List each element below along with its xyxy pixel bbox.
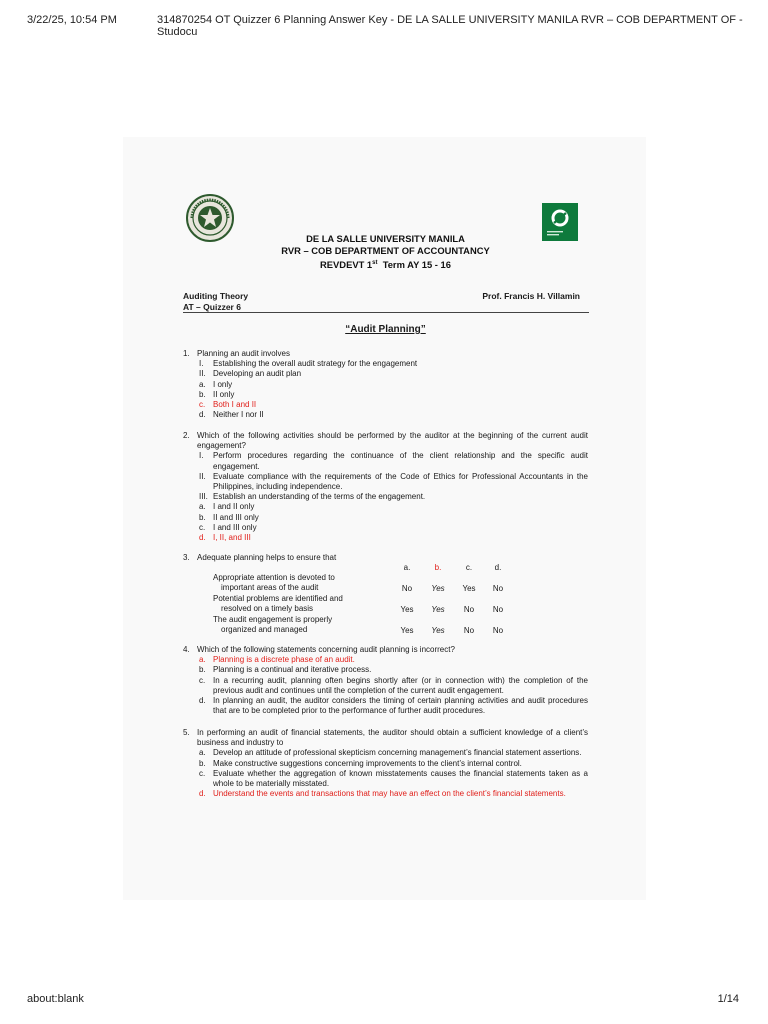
answer-option: b. Make constructive suggestions concerning improvements to the client’s internal control. <box>199 758 522 768</box>
question-stem: Adequate planning helps to ensure that <box>197 553 337 562</box>
question-5: 5. In performing an audit of financial statements, the auditor should obtain a sufficient knowledge of a client’s business and industry to a. Develop an attitude of professional skepticism concerning management’s financial statement assertions. b. Make constructive suggestions concerning improvements to the client’s internal control. c. Evaluate whether the aggregation of known misstatements causes the financial statements taken as a whole to be materially misstated. d. Understand the events and transactions that may have an effect on the client’s financial statements. <box>183 728 588 799</box>
course-info <box>183 291 248 312</box>
correct-answer-option: d. Understand the events and transactions that may have an effect on the client’s financial statements. <box>199 789 566 799</box>
statement-item: II. Developing an audit plan <box>199 369 302 379</box>
matrix-header: a. b. c. d. <box>403 563 502 572</box>
document-header <box>183 233 588 271</box>
question-stem: Planning an audit involves <box>197 349 290 358</box>
answer-option: c. In a recurring audit, planning often begins shortly after (or in connection with) the completion of the previous audit and continues until the completion of the current audit engagement. <box>199 675 588 695</box>
header-divider <box>183 312 589 313</box>
answer-option: b. Planning is a continual and iterative process. <box>199 665 372 675</box>
question-1: 1. Planning an audit involves I. Establishing the overall audit strategy for the engagement II. Developing an audit plan a. I only b. II only c. Both I and II d. Neither I nor II <box>183 349 588 420</box>
statement-item: II. Evaluate compliance with the requirements of the Code of Ethics for Professional Accountants in the Philippines, including independence. <box>199 471 588 492</box>
question-stem: Which of the following statements concerning audit planning is incorrect? <box>197 645 455 654</box>
answer-option: b. II only <box>199 389 235 399</box>
answer-option: d. Neither I nor II <box>199 410 264 420</box>
university-name: DE LA SALLE UNIVERSITY MANILA <box>306 233 465 244</box>
answer-option: d. In planning an audit, the auditor considers the timing of certain planning activities and audit procedures that are to be completed prior to the performance of further audit procedures. <box>199 696 588 716</box>
answer-matrix <box>213 563 588 636</box>
term-line: REVDEVT 1st Term AY 15 - 16 <box>320 259 451 271</box>
question-stem: In performing an audit of financial statements, the auditor should obtain a sufficient knowledge of a client’s business and industry to <box>197 728 588 748</box>
print-timestamp: 3/22/25, 10:54 PM <box>27 14 117 26</box>
page-counter: 1/14 <box>717 993 739 1005</box>
question-2: 2. Which of the following activities should be performed by the auditor at the beginning of the current audit engagement? I. Perform procedures regarding the continuance of the client relationship and the specific audit engagement. II. Evaluate compliance with the requirements of the Code of Ethics for Professional Accountants in the Philippines, including independence. III. Establish an understanding of the terms of the engagement. a. I and II only b. II and III only c. I and III only d. I, II, and III <box>183 431 588 543</box>
quiz-name: AT – Quizzer 6 <box>183 301 241 312</box>
answer-option: c. I and III only <box>199 522 257 532</box>
statement-item: I. Establishing the overall audit strategy for the engagement <box>199 359 418 369</box>
question-stem: Which of the following activities should be performed by the auditor at the beginning of the current audit engagement? <box>197 431 588 451</box>
quiz-title: “Audit Planning” <box>345 324 426 335</box>
print-page-title: 314870254 OT Quizzer 6 Planning Answer Key - DE LA SALLE UNIVERSITY MANILA RVR – COB DEPARTMENT OF - Studocu <box>157 14 743 38</box>
correct-answer-option: d. I, II, and III <box>199 533 251 543</box>
department-name: RVR – COB DEPARTMENT OF ACCOUNTANCY <box>281 245 490 256</box>
matrix-row: The audit engagement is properly organized and managed Yes Yes No No <box>213 615 504 635</box>
answer-option: c. Evaluate whether the aggregation of known misstatements causes the financial statements taken as a whole to be materially misstated. <box>199 768 588 789</box>
statement-item: III. Establish an understanding of the terms of the engagement. <box>199 492 426 502</box>
document-sheet <box>123 137 646 900</box>
answer-option: a. Develop an attitude of professional skepticism concerning management’s financial statement assertions. <box>199 748 582 758</box>
correct-answer-option: a. Planning is a discrete phase of an audit. <box>199 655 355 665</box>
question-4: 4. Which of the following statements concerning audit planning is incorrect? a. Planning is a discrete phase of an audit. b. Planning is a continual and iterative process. c. In a recurring audit, planning often begins shortly after (or in connection with) the completion of the previous audit and continues until the completion of the current audit engagement. d. In planning an audit, the auditor considers the timing of certain planning activities and audit procedures that are to be completed prior to the performance of further audit procedures. <box>183 645 588 716</box>
answer-option: a. I only <box>199 379 233 389</box>
print-url: about:blank <box>27 993 84 1005</box>
correct-answer-option: c. Both I and II <box>199 400 257 410</box>
answer-option: a. I and II only <box>199 502 255 512</box>
answer-option: b. II and III only <box>199 512 259 522</box>
professor-name: Prof. Francis H. Villamin <box>482 291 580 301</box>
course-name: Auditing Theory <box>183 291 249 301</box>
question-3: 3. Adequate planning helps to ensure that a. b. c. d. Appropriate attention is devoted to important areas of the audit No Yes Yes No Potential problems are identified and resolved on a timely basis Yes Yes No No The audit engagement is properly organized and managed Yes Yes No No <box>183 553 588 633</box>
matrix-row: Appropriate attention is devoted to important areas of the audit No Yes Yes No <box>213 573 504 593</box>
statement-item: I. Perform procedures regarding the continuance of the client relationship and the specific audit engagement. <box>199 451 588 471</box>
matrix-row: Potential problems are identified and resolved on a timely basis Yes Yes No No <box>213 594 504 614</box>
